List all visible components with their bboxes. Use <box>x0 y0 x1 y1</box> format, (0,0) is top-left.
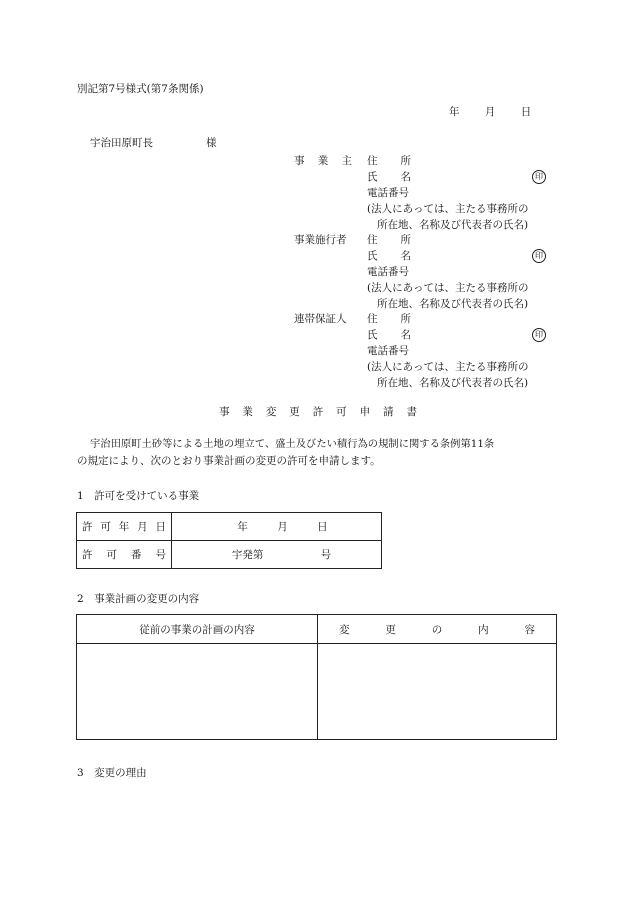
party-note-1: (法人にあっては、主たる事務所の <box>367 361 529 373</box>
body-line-2: の規定により、次のとおり事業計画の変更の許可を申請します。 <box>77 455 381 467</box>
party-note-2: 所在地、名称及び代表者の氏名) <box>377 219 529 231</box>
party-role: 事業主 <box>294 155 352 167</box>
permit-no-prefix: 宇発第 <box>231 549 264 561</box>
party-name-label: 氏名 <box>367 329 411 341</box>
party-note-2: 所在地、名称及び代表者の氏名) <box>377 377 529 389</box>
party-phone-label: 電話番号 <box>367 266 409 278</box>
party-note-2: 所在地、名称及び代表者の氏名) <box>377 298 529 310</box>
party-phone-label: 電話番号 <box>367 187 409 199</box>
col-before-header: 従前の事業の計画の内容 <box>77 615 318 644</box>
date-month: 月 <box>484 106 496 118</box>
permit-date-value-cell <box>172 513 382 541</box>
party-name-label: 氏名 <box>367 250 411 262</box>
body-line-1: 宇治田原町土砂等による土地の埋立て、盛土及びたい積行為の規制に関する条例第11条 <box>90 438 495 450</box>
permit-date-label: 許可年月日 <box>82 521 166 533</box>
date-day: 日 <box>520 106 532 118</box>
col-change-header-cell <box>318 615 557 644</box>
section-1-heading: 1 許可を受けている事業 <box>77 490 200 502</box>
permit-table <box>76 512 382 569</box>
party-address-label: 住所 <box>367 155 411 167</box>
permit-day: 日 <box>317 521 328 533</box>
form-header: 別記第7号様式(第7条関係) <box>77 83 204 95</box>
permit-no-suffix: 号 <box>320 549 332 561</box>
seal-icon: 印 <box>532 328 546 342</box>
party-role: 事業施行者 <box>294 234 347 246</box>
party-note-1: (法人にあっては、主たる事務所の <box>367 203 529 215</box>
party-role: 連帯保証人 <box>294 313 347 325</box>
permit-no-label: 許可番号 <box>82 549 166 561</box>
permit-month: 月 <box>277 521 288 533</box>
permit-no-value-cell <box>172 541 382 569</box>
party-phone-label: 電話番号 <box>367 345 409 357</box>
party-note-1: (法人にあっては、主たる事務所の <box>367 282 529 294</box>
section-3-heading: 3 変更の理由 <box>77 767 147 779</box>
seal-icon: 印 <box>532 170 546 184</box>
change-content-cell[interactable] <box>318 644 557 740</box>
permit-date-label-cell <box>77 513 172 541</box>
permit-no-label-cell <box>77 541 172 569</box>
addressee-honorific: 様 <box>206 137 217 149</box>
date-year: 年 <box>449 106 460 118</box>
col-change-header: 変更の内容 <box>339 623 535 636</box>
seal-icon: 印 <box>532 249 546 263</box>
party-address-label: 住所 <box>367 234 411 246</box>
party-address-label: 住所 <box>367 313 411 325</box>
document-title: 事業変更許可申請書 <box>219 406 417 418</box>
party-name-label: 氏名 <box>367 171 411 183</box>
change-table <box>76 614 557 740</box>
section-2-heading: 2 事業計画の変更の内容 <box>77 593 200 605</box>
before-content-cell[interactable] <box>77 644 318 740</box>
addressee-name: 宇治田原町長 <box>90 137 153 149</box>
date-line <box>449 105 531 119</box>
permit-year: 年 <box>237 521 248 533</box>
